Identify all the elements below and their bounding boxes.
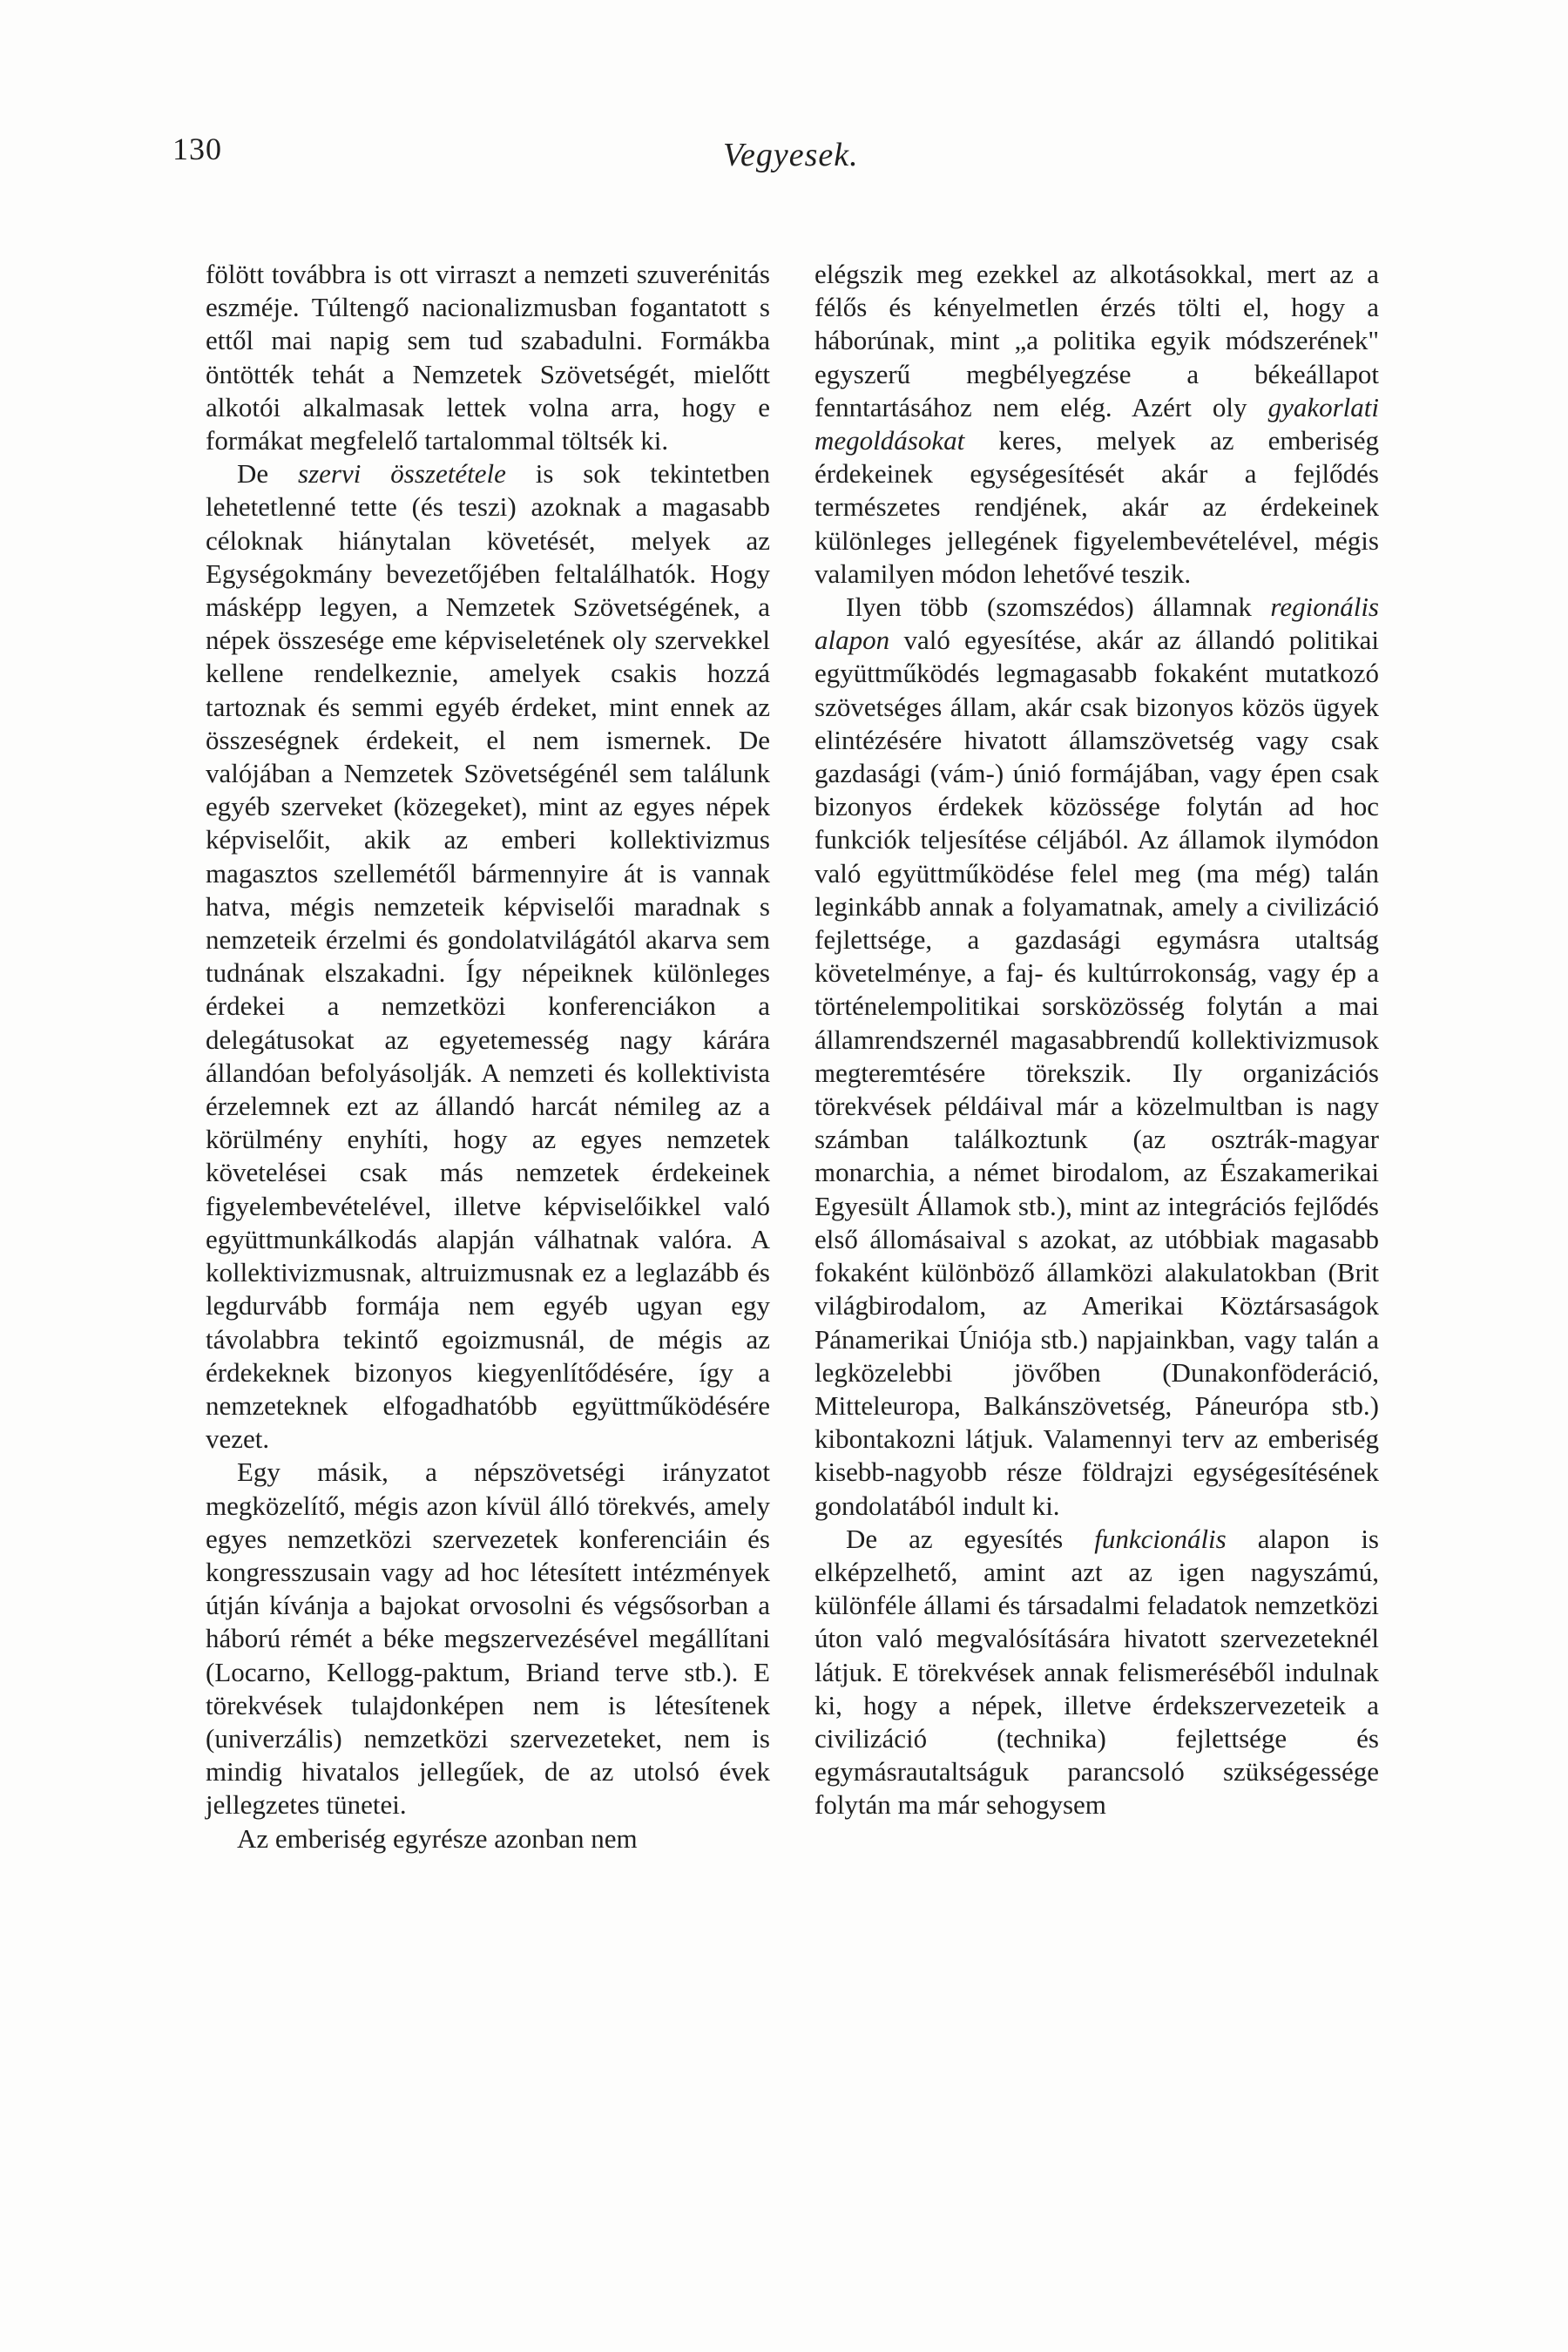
text-run: keres, melyek az emberiség érdekeinek egységesítését akár a fejlődés természetes rendjének, akár az érdekeinek különleges jellegének figyelembevételével, mégis valamilyen módon lehetővé teszik. [814,425,1379,589]
running-head: Vegyesek. [723,137,859,173]
left-column [206,258,770,1855]
text-run: Ilyen több (szomszédos) államnak [846,591,1271,623]
text-run: De az egyesítés [846,1523,1095,1554]
paragraph [814,591,1379,1523]
paragraph [814,258,1379,591]
paragraph [814,1523,1379,1822]
emphasis-text: regionális alapon [814,591,1379,656]
text-run: elégszik meg ezekkel az alkotásokkal, mert az a félős és kényelmetlen érzés tölti el, hogy a háborúnak, mint „a politika egyik módszerének" egyszerű megbélyegzése a békeállapot fenntartásához nem elég. Azért oly [814,259,1379,422]
right-column [814,258,1379,1822]
paragraph [206,457,770,1456]
text-run: De [237,458,299,490]
paragraph: fölött továbbra is ott virraszt a nemzeti szuverénitás eszméje. Túltengő nacionalizmusban fogantatott s ettől mai napig sem tud szabadulni. Formákba öntötték tehát a Nemzetek Szövetségét, mielőtt alkotói alkalmasak lettek volna arra, hogy e formákat megfelelő tartalommal töltsék ki. [206,259,770,456]
paragraph: Egy másik, a népszövetségi irányzatot megközelítő, mégis azon kívül álló törekvés, amely egyes nemzetközi szervezetek konferenciáin és kongresszusain vagy ad hoc létesített intézmények útján kívánja a bajokat orvosolni és végsősorban a háború rémét a béke megszervezésével megállítani (Locarno, Kellogg-paktum, Briand terve stb.). E törekvések tulajdonképen nem is létesítenek (univerzális) nemzetközi szervezeteket, nem is mindig hivatalos jellegűek, de az utolsó évek jellegzetes tünetei. [206,1456,770,1821]
text-run: is sok tekintetben lehetetlenné tette (és teszi) azoknak a magasabb céloknak hiánytalan követését, melyek az Egységokmány bevezetőjében feltalálhatók. Hogy másképp legyen, a Nemzetek Szövetségének, a népek összesége eme képviseletének oly szervekkel kellene rendelkeznie, amelyek csakis hozzá tartoznak és semmi egyéb érdeket, mint ennek az összeségnek érdekeit, el nem ismernek. De valójában a Nemzetek Szövetségénél sem találunk egyéb szerveket (közegeket), mint az egyes népek képviselőit, akik az emberi kollektivizmus magasztos szellemétől bármennyire át is vannak hatva, mégis nemzeteik képviselői maradnak s nemzeteik érzelmi és gondolatvilágától akarva sem tudnának elszakadni. Így népeiknek különleges érdekei a nemzetközi konferenciákon a delegátusokat az egyetemesség nagy kárára állandóan befolyásolják. A nemzeti és kollektivista érzelemnek ezt az állandó harcát némileg az a körülmény enyhíti, hogy az egyes nemzetek követelései csak más nemzetek érdekeinek figyelembevételével, illetve képviselőikkel való együttmunkálkodás alapján válhatnak valóra. A kollektivizmusnak, altruizmusnak ez a leglazább és legdurvább formája nem egyéb ugyan egy távolabbra tekintő egoizmusnál, de mégis az érdekeknek bizonyos kiegyenlítődésére, így a nemzeteknek elfogadhatóbb együttműködésére vezet. [206,458,770,1455]
text-run: alapon is elképzelhető, amint azt az igen nagyszámú, különféle állami és társadalmi feladatok nemzetközi úton való megvalósítására hivatott szervezeteknél látjuk. E törekvések annak felismeréséből indulnak ki, hogy a népek, illetve érdekszervezeteik a civilizáció (technika) fejlettsége és egymásrautaltságuk parancsoló szükségessége folytán ma már sehogysem [814,1523,1379,1821]
emphasis-text: gyakorlati megoldásokat [814,391,1379,456]
paragraph: Az emberiség egyrésze azonban nem [237,1822,638,1854]
emphasis-text: szervi összetétele [298,458,506,490]
page-number: 130 [172,132,222,166]
emphasis-text: funkcionális [1094,1523,1227,1554]
text-run: való egyesítése, akár az állandó politikai együttműködés legmagasabb fokaként mutatkozó szövetséges állam, akár csak bizonyos közös ügyek elintézésére hivatott államszövetség vagy csak gazdasági (vám-) únió formájában, vagy épen csak bizonyos érdekek közössége folytán ad hoc funkciók teljesítése céljából. Az államok ilymódon való együttműködése felel meg (ma még) talán leginkább annak a folyamatnak, amely a civilizáció fejlettsége, a gazdasági egymásra utaltság követelménye, a faj- és kultúrrokonság, vagy ép a történelempolitikai sorsközösség folytán a mai államrendszernél magasabbrendű kollektivizmusok megteremtésére törekszik. Ily organizációs törekvések példáival már a közelmultban is nagy számban találkoztunk (az osztrák-magyar monarchia, a német birodalom, az Északamerikai Egyesült Államok stb.), mint az integrációs fejlődés első állomásaival s azokat, az utóbbiak magasabb fokaként különböző államközi alakulatokban (Brit világbirodalom, az Amerikai Köztársaságok Pánamerikai Úniója stb.) napjainkban, vagy talán a legközelebbi jövőben (Dunakonföderáció, Mitteleuropa, Balkánszövetség, Páneurópa stb.) kibontakozni látjuk. Valamennyi terv az emberiség kisebb-nagyobb része földrajzi egységesítésének gondolatából indult ki. [814,625,1379,1521]
